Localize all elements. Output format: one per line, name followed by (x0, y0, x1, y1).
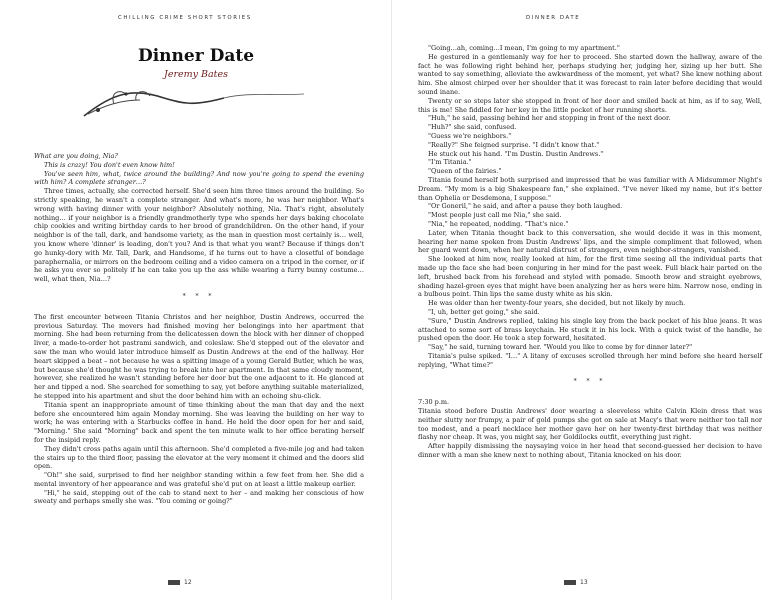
paragraph: Titania found herself both surprised and impressed that he was familiar with A Midsummer Night's Dream. "My mom is a big Shakespeare fan," she explained. "I've never liked my name, but it's better than Ophelia or Desdemona, I suppose." (418, 175, 762, 202)
folio-ornament-icon (564, 580, 576, 585)
paragraph: He was older than her twenty-four years, she decided, but not likely by much. (428, 299, 686, 308)
right-page-body (418, 44, 762, 460)
paragraph: They didn't cross paths again until this afternoon. She'd completed a five-mile jog and had taken the stairs up to the third floor, passing the elevator at the very moment it chimed and the doors slid open. (34, 444, 364, 471)
page-number-right (564, 579, 588, 586)
section-break: * * * (182, 292, 216, 300)
paragraph: She looked at him now, really looked at him, for the first time seeing all the individual parts that made up the face she had been conjuring in her mind for the past week. Full black hair parted on the left, brushed back from his forehead and styled with pomade. Smooth brow and straight eyebrows, shading hazel-green eyes that might have been analyzing her as hers were him. Narrow nose, ending in a bulbous point. Thin lips the same dusty white as his skin. (418, 255, 762, 299)
folio-ornament-icon (168, 580, 180, 585)
paragraph: What are you doing, Nia? (34, 152, 118, 160)
paragraph: "I'm Titania." (428, 158, 472, 167)
page-number: 13 (580, 579, 588, 586)
paragraph: He stuck out his hand. "I'm Dustin. Dustin Andrews." (428, 149, 604, 158)
paragraph: "I, uh, better get going," she said. (428, 307, 540, 316)
page-number: 12 (184, 579, 192, 586)
paragraph: "Or Goneril," he said, and after a pause they both laughed. (428, 202, 623, 211)
paragraph: Titania spent an inappropriate amount of time thinking about the man that day and the next before she encountered him again Monday morning. She was leaving the building on her way to work; he was entering with a Starbucks coffee in hand. He held the door open for her and said, "Morning." She said "Morning" back and spent the ten minute walk to her office berating herself for the insipid reply. (34, 400, 364, 444)
chapter-title: Dinner Date (137, 46, 255, 66)
paragraph: "Nia," he repeated, nodding. "That's nice." (428, 219, 569, 228)
paragraph: "Most people just call me Nia," she said. (428, 211, 562, 220)
right-page (392, 0, 784, 600)
paragraph: You've seen him, what, twice around the building? And now you're going to spend the evening with him? A complete stranger…? (34, 169, 364, 187)
paragraph: "Hi," he said, stepping out of the cab to stand next to her – and making her conscious of how sweaty and perhaps smelly she was. "You coming or going?" (34, 488, 364, 506)
paragraph: After happily dismissing the naysaying voice in her head that second-guessed her decision to have dinner with a man she knew next to nothing about, Titania knocked on his door. (418, 442, 762, 460)
paragraph: "Queen of the fairies." (428, 167, 502, 176)
paragraph: "Huh?" she said, confused. (428, 123, 517, 132)
running-head-left: CHILLING CRIME SHORT STORIES (118, 15, 252, 21)
paragraph: Titania's pulse spiked. "I…" A litany of excuses scrolled through her mind before she heard herself replying, "What time?" (418, 351, 762, 369)
paragraph: Later, when Titania thought back to this conversation, she would decide it was in this moment, hearing her name spoken from Dustin Andrews' lips, and the simple compliment that followed, when her guard went down, when her natural distrust of strangers, even neighbor-strangers, vanished. (418, 228, 762, 255)
paragraph: "Really?" She feigned surprise. "I didn't know that." (428, 140, 600, 149)
paragraph: The first encounter between Titania Christos and her neighbor, Dustin Andrews, occurred the previous Saturday. The movers had finished moving her belongings into her apartment that morning. She had been returning from the delicatessen down the block with her dinner of chopped liver, a made-to-order hot pastrami sandwich, and coleslaw. She'd stepped out of the elevator and saw the man who would later introduce himself as Dustin Andrews at the end of the hallway. Her heart skipped a beat – not because he was a spitting image of a young Gerald Butler, which he was, but because she'd thought he was trying to break into her apartment. In that same cloudy moment, however, she realized he wasn't standing before her door but the one adjacent to it. He glanced at her and tipped a nod. She searched for something to say, yet before anything suitable materialized, he stepped into his apartment and shut the door behind him with an echoing shu-click. (34, 312, 364, 400)
page-number-left (168, 579, 192, 586)
paragraph: "Huh," he said, passing behind her and stopping in front of the next door. (428, 114, 671, 123)
paragraph: Twenty or so steps later she stopped in front of her door and smiled back at him, as if to say, Well, this is me! She fiddled for her key in the little pocket of her running shorts. (418, 96, 762, 114)
paragraph: Titania stood before Dustin Andrews' door wearing a sleeveless white Calvin Klein dress that was neither slutty nor frumpy, a pair of gold pumps she got on sale at Macy's that were neither too tall nor too modest, and a pearl necklace her mother gave her on her twenty-first birthday that was neither flashy nor cheap. It was, you might say, her Goldilocks outfit, everything just right. (418, 407, 762, 442)
paragraph: This is crazy! You don't even know him! (44, 160, 175, 169)
paragraph: "Oh!" she said, surprised to find her neighbor standing within a few feet from her. She did a mental inventory of her appearance and was grateful she'd put on at least a little makeup earlier. (34, 471, 364, 488)
paragraph: He gestured in a gentlemanly way for her to proceed. She started down the hallway, aware of the fact he was following right behind her, perhaps studying her, judging her, sizing up her butt. She wanted to say something, alleviate the awkwardness of the moment, yet what? She knew nothing about him. She almost chirped over her shoulder that it was forecast to rain later before deciding that would sound inane. (418, 52, 762, 96)
paragraph: 7:30 p.m. (418, 398, 450, 407)
paragraph: "Going…ah, coming…I mean, I'm going to my apartment." (428, 44, 620, 52)
running-head-right: DINNER DATE (526, 15, 581, 21)
title-ornament-icon (74, 84, 314, 124)
author-name: Jeremy Bates (164, 69, 228, 80)
paragraph: "Sure," Dustin Andrews replied, taking his single key from the back pocket of his blue jeans. It was attached to some sort of brass keychain. He stuck it in his lock. With a quick twist of the handle, he pushed open the door. He took a step forward, hesitated. (418, 316, 762, 343)
paragraph: "Guess we're neighbors." (428, 131, 512, 140)
paragraph: "Say," he said, turning toward her. "Would you like to come by for dinner later?" (428, 343, 693, 352)
left-page-body (34, 152, 364, 506)
section-break: * * * (573, 378, 607, 386)
paragraph: Three times, actually, she corrected herself. She'd seen him three times around the building. So strictly speaking, he wasn't a complete stranger. And what's more, he was her neighbor. What's wrong with having dinner with your neighbor? Absolutely nothing, Nia. That's right, absolutely nothing… if your neighbor is a friendly grandmotherly type who spends her days baking chocolate chip cookies and writing birthday cards to her brood of grandchildren. On the other hand, if your neighbor is of the tall, dark, and handsome variety, as the man in question most certainly is… well, you know where 'dinner' is leading, don't you? And is that what you want? Because if things don't go hunky-dory with Mr. Tall, Dark, and Handsome, if he turns out to have a closetful of bondage paraphernalia, or mirrors on the bedroom ceiling and a video camera on a tripod in the corner, or if he asks you ever so politely if he can take you up the ass while wearing a furry bunny costume…well, what then, Nia…? (34, 187, 364, 284)
